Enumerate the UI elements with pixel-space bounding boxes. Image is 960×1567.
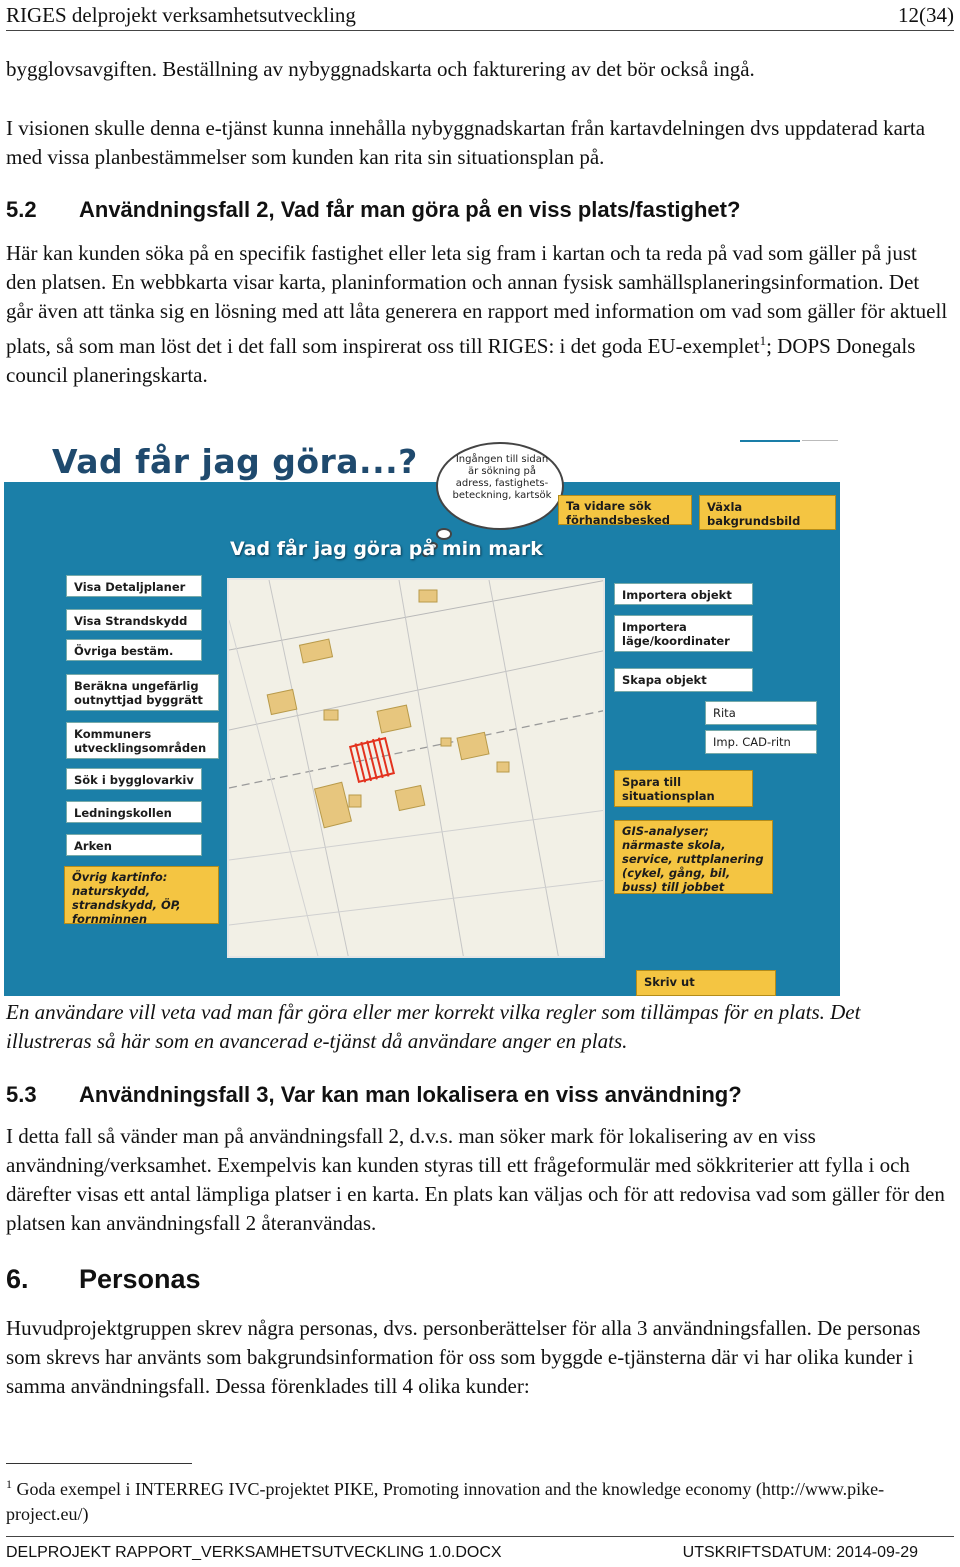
search-building-archive-button[interactable]: Sök i bygglovarkiv bbox=[66, 768, 202, 790]
save-to-site-plan-button[interactable]: Spara till situationsplan bbox=[614, 770, 753, 807]
ledningskollen-button[interactable]: Ledningskollen bbox=[66, 801, 202, 823]
section-title: Användningsfall 3, Var kan man lokalisera en viss användning? bbox=[79, 1082, 742, 1107]
print-button[interactable]: Skriv ut bbox=[636, 970, 776, 996]
figure-title: Vad får jag göra...? bbox=[52, 442, 418, 481]
switch-background-button[interactable]: Växla bakgrundsbild bbox=[699, 495, 836, 530]
other-map-info-box[interactable]: Övrig kartinfo: naturskydd, strandskydd, ÖP, fornminnen bbox=[64, 866, 219, 924]
show-shore-protection-button[interactable]: Visa Strandskydd bbox=[66, 609, 202, 631]
map-building bbox=[299, 639, 332, 663]
import-coordinates-button[interactable]: Importera läge/koordinater bbox=[614, 615, 753, 652]
map-title: Vad får jag göra på min mark bbox=[230, 538, 543, 560]
section-heading bbox=[6, 197, 740, 223]
draw-button[interactable]: Rita bbox=[705, 701, 817, 725]
map-building bbox=[497, 762, 509, 772]
page-number: 12(34) bbox=[898, 3, 954, 27]
footnote-text: Goda exempel i INTERREG IVC-projektet PIKE, Promoting innovation and the knowledge economy (http://www.pike-project.eu/) bbox=[6, 1479, 885, 1524]
map-line bbox=[229, 710, 605, 788]
forward-search-button[interactable]: Ta vidare sök förhandsbesked bbox=[558, 495, 692, 525]
chapter-title: Personas bbox=[79, 1264, 201, 1294]
drawn-object bbox=[350, 736, 395, 784]
map-building bbox=[457, 732, 489, 759]
paragraph: I visionen skulle denna e-tjänst kunna innehålla nybyggnadskartan från kartavdelningen dvs uppdaterad karta med vissa planbestämmelser som kunden kan rita sin situationsplan på. bbox=[6, 116, 926, 169]
footnote bbox=[6, 1472, 951, 1527]
chapter-number: 6. bbox=[6, 1264, 29, 1294]
document-title: RIGES delprojekt verksamhetsutveckling bbox=[6, 3, 356, 27]
map-building bbox=[441, 738, 451, 746]
chapter-heading bbox=[6, 1264, 201, 1295]
section-heading bbox=[6, 1082, 742, 1108]
page-header bbox=[6, 0, 954, 31]
map-line bbox=[229, 650, 605, 730]
import-cad-button[interactable]: Imp. CAD-ritn bbox=[705, 730, 817, 754]
footer-document-name: DELPROJEKT RAPPORT_VERKSAMHETSUTVECKLING 1.0.DOCX bbox=[6, 1544, 502, 1561]
map-building bbox=[419, 590, 437, 602]
show-detailed-plans-button[interactable]: Visa Detaljplaner bbox=[66, 575, 202, 597]
figure-caption: En användare vill veta vad man får göra eller mer korrekt vilka regler som tillämpas för en plats. Det illustreras så här som en avancerad e-tjänst då användare anger en plats. bbox=[6, 1000, 861, 1053]
footnote-divider bbox=[6, 1463, 192, 1464]
paragraph-text: ; DOPS Donegals council planeringskarta. bbox=[6, 334, 916, 387]
map-building bbox=[324, 710, 338, 720]
gis-analysis-box[interactable]: GIS-analyser; närmaste skola, service, ruttplanering (cykel, gång, bil, buss) till jobbet bbox=[614, 820, 773, 894]
paragraph: Huvudprojektgruppen skrev några personas, dvs. personberättelser för alla 3 användningsfallen. De personas som skrevs har använts som bakgrundsinformation för oss som byggde e-tjänsterna där vi har olika kunder i samma användningsfall. Dessa förenklades till 4 olika kunder: bbox=[6, 1316, 921, 1398]
section-number: 5.2 bbox=[6, 197, 37, 222]
figure-mockup bbox=[4, 434, 840, 996]
thought-bubble-text: Ingången till sidan är sökning på adress, fastighets-beteckning, kartsök bbox=[452, 454, 552, 501]
create-object-button[interactable]: Skapa objekt bbox=[614, 668, 753, 692]
section-title: Användningsfall 2, Vad får man göra på en viss plats/fastighet? bbox=[79, 197, 741, 222]
development-areas-button[interactable]: Kommuners utvecklingsområden bbox=[66, 722, 219, 759]
paragraph: I detta fall så vänder man på användningsfall 2, d.v.s. man söker mark för lokalisering av en viss användning/verksamhet. Exempelvis kan kunden styras till ett frågeformulär med sökkriterier att fylla i och därefter visas ett antal lämpliga platser i en karta. En plats kan väljas och för att redovisa vad som gäller för den platsen kan användningsfall 2 återanvändas. bbox=[6, 1124, 945, 1235]
footnote-number: 1 bbox=[6, 1477, 12, 1491]
arken-button[interactable]: Arken bbox=[66, 834, 202, 856]
paragraph bbox=[6, 239, 951, 390]
paragraph: bygglovsavgiften. Beställning av nybyggnadskarta och fakturering av det bör också ingå. bbox=[6, 57, 755, 81]
map-building bbox=[349, 795, 361, 807]
paragraph-text: Här kan kunden söka på en specifik fastighet eller leta sig fram i kartan och ta reda på vad som gäller på just den platsen. En webbkarta visar karta, planinformation och annan fysisk samhällsplaneringsinformation. Det går även att tänka sig en lösning med att låta generera en rapport med information om vad som gäller för aktuell plats, så som man löst det i det fall som inspirerat oss till RIGES: i det goda EU-exemplet bbox=[6, 241, 948, 358]
import-object-button[interactable]: Importera objekt bbox=[614, 583, 753, 605]
calculate-building-rights-button[interactable]: Beräkna ungefärlig outnyttjad byggrätt bbox=[66, 674, 219, 711]
map-line bbox=[269, 580, 349, 958]
map-building bbox=[267, 690, 297, 715]
map-graphics bbox=[229, 580, 605, 958]
decorative-line bbox=[740, 440, 800, 442]
page-footer bbox=[6, 1536, 954, 1567]
map-view[interactable] bbox=[227, 578, 605, 958]
decorative-line bbox=[802, 440, 838, 441]
map-line bbox=[229, 620, 319, 958]
map-line bbox=[229, 580, 605, 650]
map-building bbox=[395, 786, 425, 811]
map-building bbox=[377, 705, 411, 733]
footer-print-date: UTSKRIFTSDATUM: 2014-09-29 bbox=[682, 1544, 918, 1561]
other-regulations-button[interactable]: Övriga bestäm. bbox=[66, 639, 202, 661]
section-number: 5.3 bbox=[6, 1082, 37, 1107]
footnote-reference[interactable]: 1 bbox=[759, 333, 767, 348]
